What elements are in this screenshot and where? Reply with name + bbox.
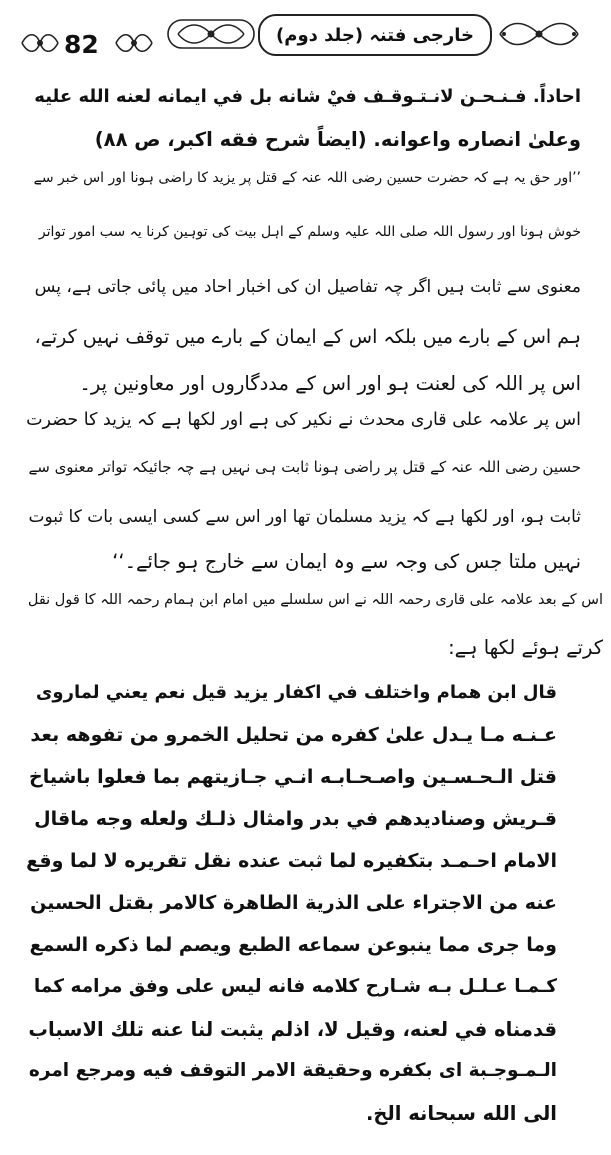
urdu-line: ’’اور حق یہ ہے کہ حضرت حسین رضی اللہ عنہ کے قتل پر یزید کا راضی ہونا اور اس خبر سے: [33, 170, 581, 186]
arabic-line: الامام احـمـد بتكفيره لما ثبت عنده نقل تقريره لا لما وقع: [26, 850, 557, 872]
urdu-line: اس کے بعد علامہ علی قاری رحمہ اللہ نے اس سلسلے میں امام ابن ہمام رحمہ اللہ کا قول نقل: [27, 592, 603, 608]
book-title: خارجی فتنہ (جلد دوم): [258, 14, 492, 56]
arabic-line: عـنـه مـا يـدل علىٰ كفره من تحليل الخمرو من تفوهه بعد: [30, 724, 557, 746]
urdu-line: ثابت ہو، اور لکھا ہے کہ یزید مسلمان تھا اور اس سے کسی ایسی بات کا ثبوت: [28, 507, 581, 527]
arabic-line: الـمـوجـبة اى بكفره وحقيقة الامر التوقف فيه ومرجع امره: [28, 1060, 557, 1081]
urdu-line: نہیں ملتا جس کی وجہ سے وہ ایمان سے خارج ہو جائے۔‘‘: [112, 550, 581, 573]
urdu-line: حسین رضی اللہ عنہ کے قتل پر راضی ہونا ثابت ہی نہیں ہے چہ جائیکہ تواتر معنوی سے: [28, 458, 581, 476]
arabic-line: الى الله سبحانه الخ.: [365, 1102, 557, 1125]
page-number: 82: [64, 30, 99, 59]
page-header: [0, 8, 611, 66]
urdu-line: اس پر اللہ کی لعنت ہو اور اس کے مددگاروں اور معاونین پر۔: [79, 372, 581, 395]
arabic-line: عنه من الاجتراء على الذرية الطاهرة كالامر بقتل الحسين: [30, 892, 557, 914]
floral-ornament-icon: [112, 28, 156, 58]
arabic-line: قتل الـحـسـين واصـحـابـه انـي جـازيتهم بما فعلوا باشياخ: [29, 766, 557, 788]
floral-ornament-icon: [494, 16, 584, 52]
urdu-line: اس پر علامہ علی قاری محدث نے نکیر کی ہے اور لکھا ہے کہ یزید کا حضرت: [26, 410, 581, 430]
arabic-line: قال ابن همام واختلف في اكفار يزيد قيل نعم يعني لماروى: [35, 682, 557, 703]
urdu-line: خوش ہونا اور رسول اللہ صلی اللہ علیہ وسلم کے اہل بیت کی توہین کرنا یہ سب امور تواتر: [38, 224, 581, 240]
urdu-line: ہم اس کے بارے میں بلکہ اس کے ایمان کے بارے میں توقف نہیں کرتے،: [34, 326, 581, 348]
arabic-line: قـريش وصناديدهم في بدر وامثال ذلـك ولعله وجه ماقال: [34, 808, 557, 830]
floral-ornament-icon: [166, 14, 256, 54]
arabic-line: وما جرى مما ينبوعن سماعه الطبع ويصم لما ذكره السمع: [29, 934, 557, 956]
arabic-line: كـمـا عـلـل بـه شـارح كلامه فانه ليس على وفق مرامه كما: [33, 976, 557, 997]
arabic-line: قدمناه في لعنه، وقيل لا، اذلم يثبت لنا عنه تلك الاسباب: [28, 1018, 557, 1041]
arabic-line: احاداً. فـنـحـن لانـتـوقـف فيْ شانه بل في ايمانه لعنه الله عليه: [34, 86, 581, 107]
urdu-line: معنوی سے ثابت ہیں اگر چہ تفاصیل ان کی اخبار احاد میں پائی جاتی ہے، پس: [34, 277, 581, 297]
arabic-line: وعلىٰ انصاره واعوانه. (ايضاً شرح فقه اكبر، ص ۸۸): [94, 128, 581, 151]
urdu-line: کرتے ہوئے لکھا ہے:: [448, 636, 603, 659]
floral-ornament-icon: [18, 28, 62, 58]
